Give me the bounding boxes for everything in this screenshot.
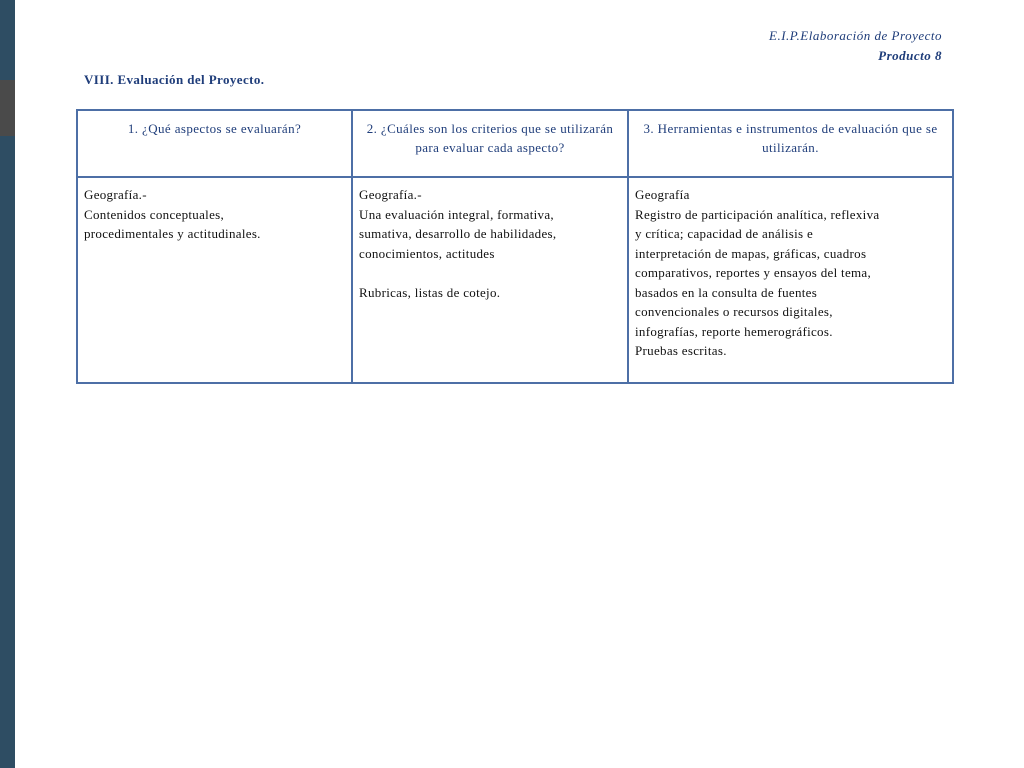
header-aspects: 1. ¿Qué aspectos se evaluarán? <box>77 110 352 177</box>
evaluation-table <box>76 109 954 384</box>
cell-text-line: infografías, reporte hemerográficos. <box>635 323 833 339</box>
cell-text-line: Pruebas escritas. <box>635 343 727 358</box>
cell-criteria <box>352 177 628 383</box>
cell-text-line: sumativa, desarrollo de habilidades, <box>359 226 557 241</box>
cell-text-line: comparativos, reportes y ensayos del tema, <box>635 265 872 280</box>
cell-text-line: Registro de participación analítica, reflexiva <box>635 206 880 222</box>
cell-text-line: Geografía <box>635 187 690 202</box>
cell-text-line: y crítica; capacidad de análisis e <box>635 226 814 241</box>
left-bar-marker <box>0 80 15 136</box>
cell-text-line: Geografía.- <box>84 187 147 202</box>
cell-text-line: Geografía.- <box>359 187 422 202</box>
header-tools: 3. Herramientas e instrumentos de evaluación que se utilizarán. <box>628 110 953 177</box>
cell-text-line: Una evaluación integral, formativa, <box>359 206 554 222</box>
table-header-row <box>77 110 953 177</box>
section-title: VIII. Evaluación del Proyecto. <box>84 72 265 87</box>
cell-tools <box>628 177 953 383</box>
cell-text-line: Contenidos conceptuales, <box>84 206 225 222</box>
cell-text-line: Rubricas, listas de cotejo. <box>359 284 501 300</box>
cell-text-line: convencionales o recursos digitales, <box>635 304 833 319</box>
cell-text-line: procedimentales y actitudinales. <box>84 226 261 241</box>
header-project-title: E.I.P.Elaboración de Proyecto <box>769 28 942 43</box>
spacer <box>359 263 621 283</box>
cell-text-line: basados en la consulta de fuentes <box>635 284 818 300</box>
cell-text-line: conocimientos, actitudes <box>359 245 495 261</box>
table-row <box>77 177 953 383</box>
page-header <box>769 26 942 66</box>
cell-text-line: interpretación de mapas, gráficas, cuadros <box>635 245 867 261</box>
header-product: Producto 8 <box>878 48 942 63</box>
header-criteria: 2. ¿Cuáles son los criterios que se utilizarán para evaluar cada aspecto? <box>352 110 628 177</box>
cell-aspects <box>77 177 352 383</box>
